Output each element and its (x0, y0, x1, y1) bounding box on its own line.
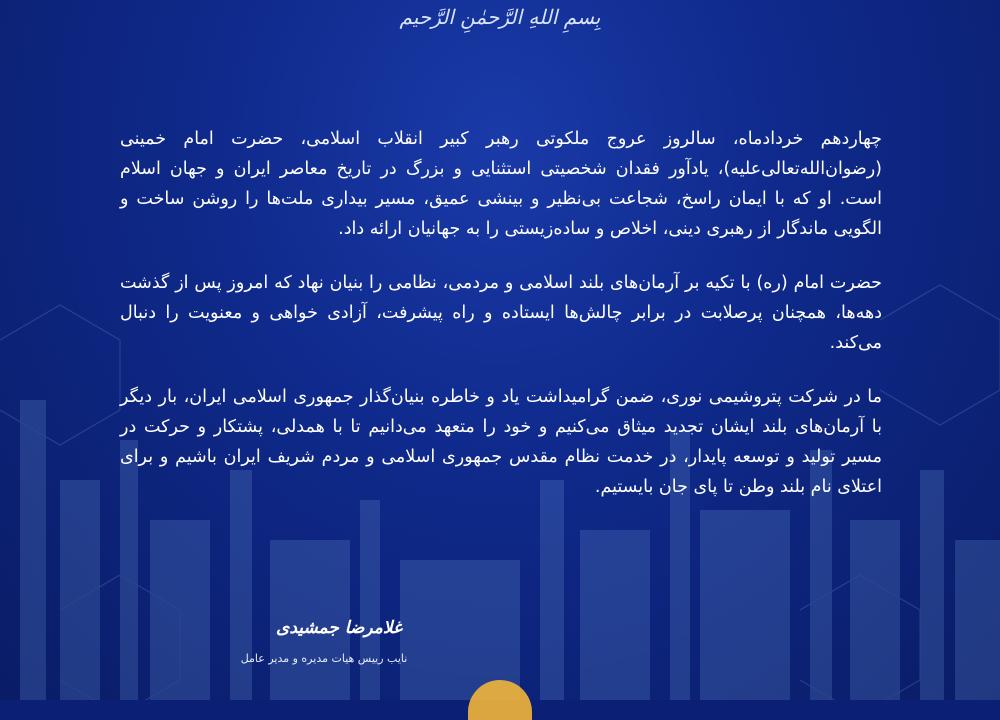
signature-block (214, 618, 434, 665)
bismillah-calligraphy: بِسمِ اللهِ الرَّحمٰنِ الرَّحیم (399, 5, 601, 29)
paragraph-1: چهاردهم خردادماه، سالروز عروج ملکوتی رهبر کبیر انقلاب اسلامی، حضرت امام خمینی (رضوان‌الله‌تعالی‌علیه)، یادآور فقدان شخصیتی استثنایی و بزرگ در تاریخ معاصر ایران و جهان اسلام است. او که با ایمان راسخ، شجاعت بی‌نظیر و بینشی عمیق، مسیر بیداری ملت‌ها را روشن ساخت و الگویی ماندگار از رهبری دینی، اخلاص و ساده‌زیستی را به جهانیان ارائه داد. (120, 129, 882, 239)
signature-name: غلامرضا جمشیدی (276, 618, 402, 638)
signature-title: نایب رییس هیات مدیره و مدیر عامل (240, 652, 408, 665)
paragraph-3: ما در شرکت پتروشیمی نوری، ضمن گرامیداشت یاد و خاطره بنیان‌گذار جمهوری اسلامی ایران، بار دیگر با آرمان‌های بلند ایشان تجدید میثاق می‌کنیم و خود را متعهد می‌دانیم تا با همدلی، پشتکار و حرکت در مسیر تولید و توسعه پایدار، در خدمت نظام مقدس جمهوری اسلامی و مردم شریف ایران باشیم و برای اعتلای نام بلند وطن تا پای جان بایستیم. (120, 387, 882, 497)
message-body (120, 124, 882, 526)
paragraph-2: حضرت امام (ره) با تکیه بر آرمان‌های بلند اسلامی و مردمی، نظامی را بنیان نهاد که امروز پس از گذشت دهه‌ها، همچنان پرصلابت در برابر چالش‌ها ایستاده و راه پیشرفت، آزادی خواهی و معنویت را دنبال می‌کند. (120, 273, 882, 353)
